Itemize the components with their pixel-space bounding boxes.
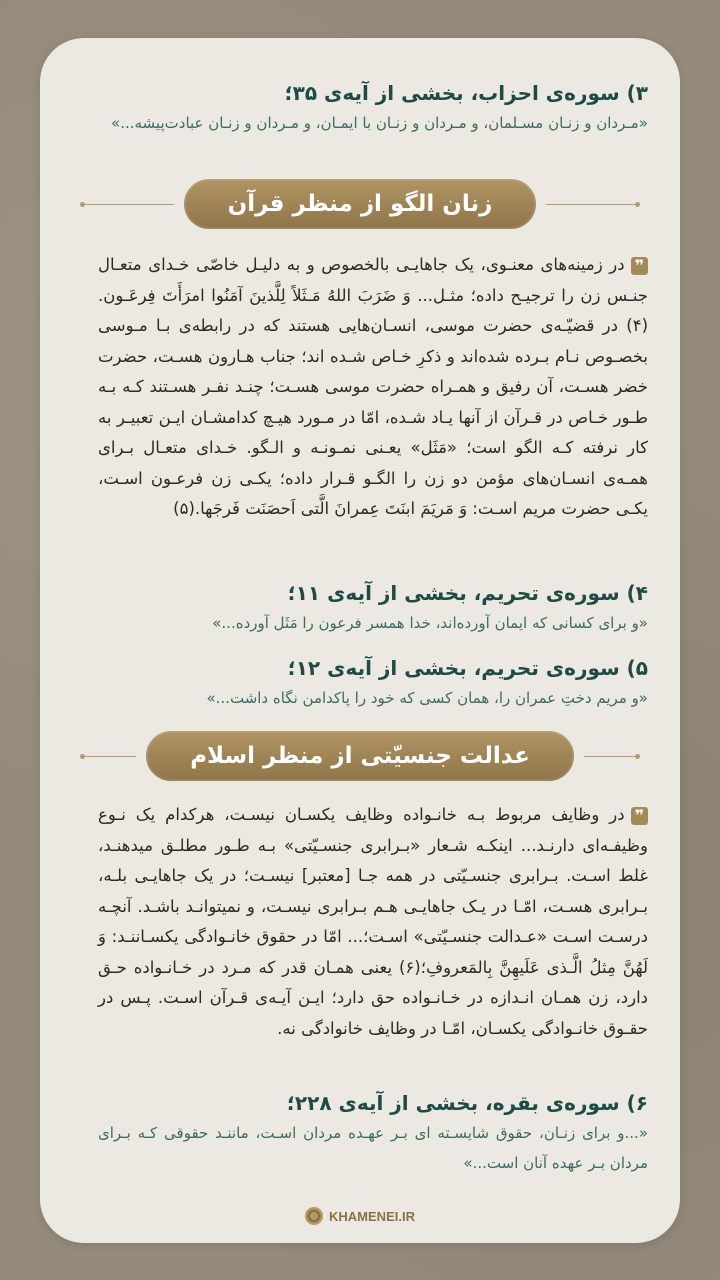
section-banner: زنان الگو از منظر قرآن	[184, 179, 537, 229]
divider-dot	[635, 754, 640, 759]
section-tahrim-11	[98, 578, 648, 638]
section-tahrim-12	[98, 653, 648, 713]
paragraph-body	[98, 250, 648, 525]
quote-mark-icon: ❞	[631, 807, 648, 825]
verse-translation: «...و برای زنـان، حقوق شایسـته ای بـر عهـده مردان اسـت، ماننـد حقوقی کـه بـرای مردان بـر عهده آنان است...»	[98, 1124, 648, 1172]
section-heading: ۵) سوره‌ی تحریم، بخشی از آیه‌ی ۱۲؛	[287, 656, 648, 680]
paragraph-gender-justice	[98, 800, 648, 1044]
khamenei-emblem-icon	[305, 1207, 323, 1225]
section-ahzab	[98, 78, 648, 138]
divider-dot	[635, 202, 640, 207]
paragraph-body	[98, 800, 648, 1044]
paragraph-women-models	[98, 250, 648, 525]
verse-translation: «مـردان و زنـان مسـلمان، و مـردان و زنـان با ایمـان، و مـردان و زنـان عبادت‌پیشه...»	[111, 114, 648, 132]
section-heading: ۶) سوره‌ی بقره، بخشی از آیه‌ی ۲۲۸؛	[286, 1091, 648, 1115]
section-banner: عدالت جنسیّتی از منظر اسلام	[146, 731, 574, 781]
logo-text: KHAMENEI.IR	[329, 1208, 415, 1224]
content-card	[40, 38, 680, 1243]
divider-line	[85, 756, 136, 757]
paragraph-text: در وظایف مربوط بـه خانـواده وظایف یکسـان نیسـت، هرکدام یک نـوع وظیفـه‌ای دارنـد... اینکـه شـعار «بـرابری جنسـیّتی» بـه طـور مطلـق میدهنـد، غلط اسـت. بـرابری جنسـیّتی در همه جـا [معتبر] نیسـت؛ در یک جاهایـی بلـه، بـرابری هسـت، امّـا در یـک جاهایـی هـم بـرابری نیسـت، و نمیتوانـد باشـد. آنچـه درسـت اسـت «عـدالت جنسـیّتی» اسـت؛... امّا در حقوق خانـوادگی یکسـاننـد: وَ لَهُنَّ مِثلُ الَّـذی عَلَیهِنَّ بِالمَعروفِ؛(۶) یعنی همـان قدر که مـرد در خـانـواده حـق دارد، زن همـان انـدازه در خـانـواده حق دارد؛ ایـن آیـه‌ی قـرآن اسـت. پـس در حقـوق خانـوادگی یکسـان، امّـا در وظایف خانوادگی نه.	[98, 805, 648, 1038]
banner-row	[80, 174, 640, 234]
divider-line	[85, 204, 174, 205]
verse-translation: «و برای کسانی که ایمان آورده‌اند، خدا همسر فرعون را مَثَل آورده...»	[212, 614, 648, 632]
quote-mark-icon: ❞	[631, 257, 648, 275]
divider-line	[584, 756, 635, 757]
section-baqarah	[98, 1088, 648, 1178]
banner-row	[80, 726, 640, 786]
verse-translation: «و مریم دختِ عمران را، همان کسی که خود را پاکدامن نگاه داشت...»	[206, 689, 648, 707]
divider-line	[546, 204, 635, 205]
section-heading: ۳) سوره‌ی احزاب، بخشی از آیه‌ی ۳۵؛	[284, 81, 648, 105]
site-logo[interactable]	[40, 1207, 680, 1225]
section-heading: ۴) سوره‌ی تحریم، بخشی از آیه‌ی ۱۱؛	[287, 581, 648, 605]
paragraph-text: در زمینه‌های معنـوی، یک جاهایـی بالخصوص و به دلیـل خاصّی خـدای متعـال جنـس زن را ترجیـح داده؛ مثـل... وَ ضَرَبَ اللهُ مَـثَلاً لِلَّذینَ آمَنُوا امرَأَتَ فِرعَـون.(۴) در قضیّـه‌ی حضرت موسی، انسـان‌هایی هستند که در رابطه‌ی بـا مـوسی بخصـوص نـام بـرده شده‌اند و ذکرِ خـاص شـده اند؛ جناب هـارون هسـت، حضرت خضر هسـت، آن رفیق و همـراه حضرت موسی هسـت؛ چنـد نفـر هسـتند کـه بـه طـور خـاص در قـرآن از آنها یـاد شـده، امّا در مـورد هیـچ کدامشـان ایـن تعبیـر به کار نرفته کـه الگو است؛ «مَثَل» یعـنی نمـونـه و الـگو. خـدای متعـال بـرای همـه‌ی انسـان‌های مؤمن دو زن را الگـو قـرار داده؛ یکـی زن فرعـون اسـت، یکـی حضرت مریم اسـت: وَ مَریَمَ ابنَتَ عِمرانَ الَّتی اَحصَنَت فَرجَها.(۵)	[98, 255, 648, 518]
